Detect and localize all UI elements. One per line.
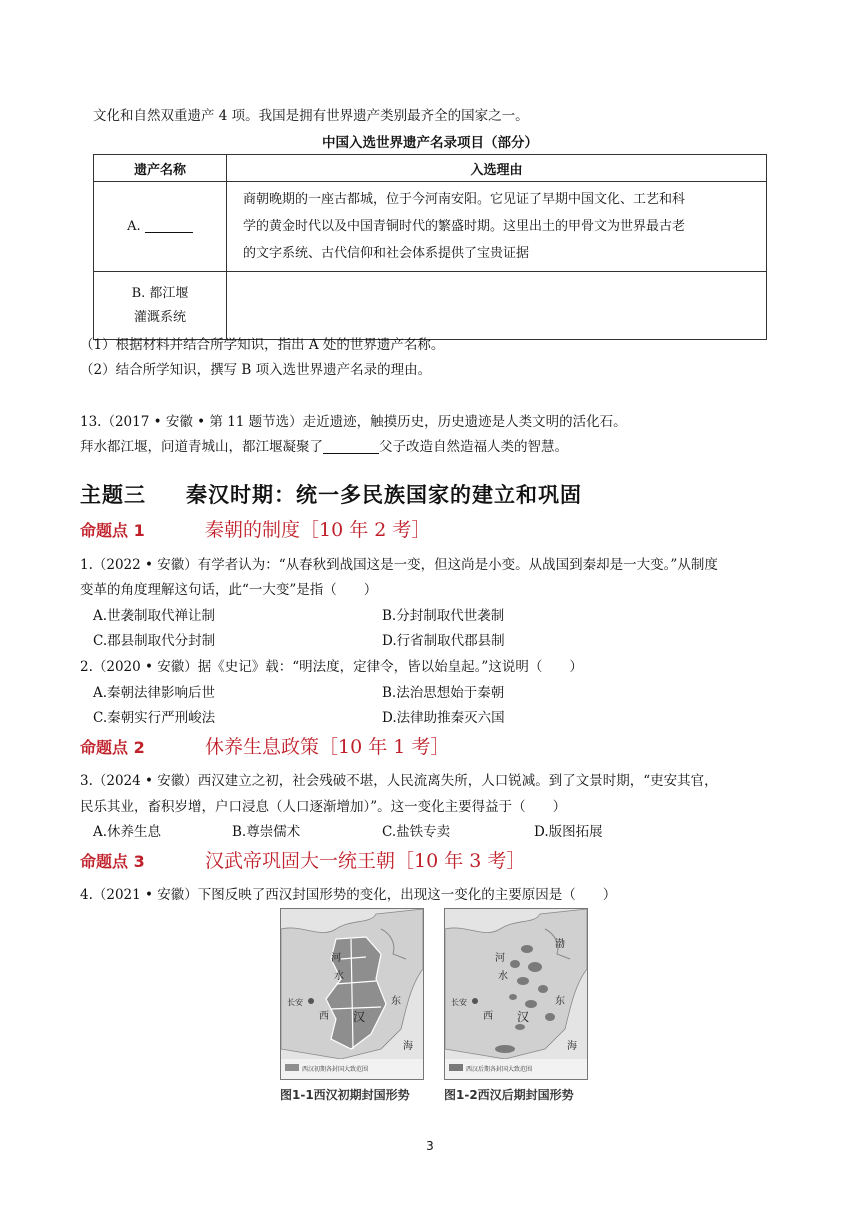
question-2-option-d: D.法律助推秦灭六国 xyxy=(382,710,505,726)
question-1-option-d: D.行省制取代郡县制 xyxy=(382,633,505,649)
page-number: 3 xyxy=(426,1139,434,1153)
table-row xyxy=(94,182,767,272)
kp3-label: 命题点 3 xyxy=(80,852,145,871)
kp3-title: 汉武帝巩固大一统王朝［10 年 3 考］ xyxy=(205,850,526,872)
kp1-label: 命题点 1 xyxy=(80,521,145,540)
map-early-western-han xyxy=(280,908,424,1080)
intro-line: 文化和自然双重遗产 4 项。我国是拥有世界遗产类别最齐全的国家之一。 xyxy=(93,108,529,124)
reason-a-line-3: 的文字系统、古代信仰和社会体系提供了宝贵证据 xyxy=(243,246,530,261)
map-right-label-bo: 渤 xyxy=(555,939,565,950)
map-right-caption: 图1-2西汉后期封国形势 xyxy=(444,1088,574,1102)
map-right-label-dong: 东 xyxy=(555,996,565,1007)
question-13-blank xyxy=(323,440,379,455)
map-right-label-changan: 长安 xyxy=(451,998,467,1007)
map-late-western-han xyxy=(444,908,588,1080)
sub-question-2: （2）结合所学知识，撰写 B 项入选世界遗产名录的理由。 xyxy=(80,362,432,378)
question-1-line-1: 1.（2022 • 安徽）有学者认为：“从春秋到战国这是一变，但这尚是小变。从战国到秦却是一大变。”从制度 xyxy=(80,557,718,573)
question-13-line-2 xyxy=(80,435,568,455)
question-4-line-1: 4.（2021 • 安徽）下图反映了西汉封国形势的变化，出现这一变化的主要原因是（ ） xyxy=(80,887,617,903)
map-right-label-hai: 海 xyxy=(567,1041,577,1052)
table-cell-name-a xyxy=(94,182,227,272)
map-right-label-he: 河 xyxy=(495,953,505,964)
knowledge-point-1 xyxy=(80,515,430,542)
question-3-option-b: B.尊崇儒术 xyxy=(232,824,301,840)
map-left-label-shui: 水 xyxy=(334,971,344,982)
reason-a-line-2: 学的黄金时代以及中国青铜时代的繁盛时期。这里出土的甲骨文为世界最古老 xyxy=(243,219,686,234)
table-cell-reason-a xyxy=(227,182,767,272)
map-left-caption: 图1-1西汉初期封国形势 xyxy=(280,1088,410,1102)
question-1-line-2: 变革的角度理解这句话，此“一大变”是指（ ） xyxy=(80,582,378,598)
map-left-label-xi: 西 xyxy=(319,1011,329,1022)
map-right-label-shui: 水 xyxy=(498,971,508,982)
theme-title: 秦汉时期：统一多民族国家的建立和巩固 xyxy=(186,483,582,507)
map-left-label-han: 汉 xyxy=(353,1010,366,1024)
question-3-line-2: 民乐其业，畜积岁增，户口浸息（人口逐渐增加）”。这一变化主要得益于（ ） xyxy=(80,799,567,815)
map-left-label-dong: 东 xyxy=(391,996,401,1007)
kp1-title: 秦朝的制度［10 年 2 考］ xyxy=(205,519,431,541)
question-2-line-1: 2.（2020 • 安徽）据《史记》载：“明法度，定律令，皆以始皇起。”这说明（ ） xyxy=(80,659,583,675)
heritage-a-label: A. xyxy=(127,219,141,234)
question-13-text-a: 拜水都江堰，问道青城山，都江堰凝聚了 xyxy=(80,439,323,455)
theme-label: 主题三 xyxy=(80,483,146,507)
map-left-legend: 西汉初期各封国大致范围 xyxy=(302,1066,369,1073)
map-right-label-han: 汉 xyxy=(517,1010,530,1024)
table-header-row xyxy=(94,155,767,182)
heritage-b-line-2: 灌溉系统 xyxy=(133,309,186,325)
question-2-option-b: B.法治思想始于秦朝 xyxy=(382,685,505,701)
question-13-line-1: 13.（2017 • 安徽 • 第 11 题节选）走近遗迹，触摸历史，历史遗迹是人类文明的活化石。 xyxy=(80,414,627,430)
map-left-label-hai: 海 xyxy=(403,1041,413,1052)
question-2-option-a: A.秦朝法律影响后世 xyxy=(93,685,216,701)
heritage-b-line-1: B. 都江堰 xyxy=(131,285,189,301)
question-1-option-c: C.郡县制取代分封制 xyxy=(93,633,216,649)
map-figures xyxy=(280,908,590,1103)
table-header-name: 遗产名称 xyxy=(94,155,227,182)
question-3-option-c: C.盐铁专卖 xyxy=(382,824,451,840)
table-cell-name-b xyxy=(94,272,227,340)
question-2-option-c: C.秦朝实行严刑峻法 xyxy=(93,710,216,726)
knowledge-point-2 xyxy=(80,732,449,759)
kp2-title: 休养生息政策［10 年 1 考］ xyxy=(205,736,450,758)
map-right-label-xi: 西 xyxy=(483,1011,493,1022)
table-header-reason: 入选理由 xyxy=(227,155,767,182)
question-13-text-b: 父子改造自然造福人类的智慧。 xyxy=(379,439,568,455)
question-1-option-a: A.世袭制取代禅让制 xyxy=(93,608,216,624)
map-left-label-changan: 长安 xyxy=(287,998,303,1007)
heritage-a-blank xyxy=(145,219,193,233)
question-1-option-b: B.分封制取代世袭制 xyxy=(382,608,505,624)
table-caption: 中国入选世界遗产名录项目（部分） xyxy=(322,135,538,151)
reason-a-line-1: 商朝晚期的一座古都城，位于今河南安阳。它见证了早期中国文化、工艺和科 xyxy=(243,192,686,207)
sub-question-1: （1）根据材料并结合所学知识，指出 A 处的世界遗产名称。 xyxy=(80,337,445,353)
kp2-label: 命题点 2 xyxy=(80,738,145,757)
knowledge-point-3 xyxy=(80,846,525,873)
heritage-table xyxy=(93,154,767,340)
question-3-line-1: 3.（2024 • 安徽）西汉建立之初，社会残破不堪，人民流离失所，人口锐减。到了文景时期，“吏安其官， xyxy=(80,773,718,789)
theme-heading xyxy=(80,479,582,509)
question-3-option-d: D.版图拓展 xyxy=(534,824,603,840)
table-cell-reason-b xyxy=(227,272,767,340)
question-3-option-a: A.休养生息 xyxy=(93,824,162,840)
map-left-label-he: 河 xyxy=(331,953,341,964)
map-right-legend: 西汉后期各封国大致范围 xyxy=(466,1066,533,1073)
table-row xyxy=(94,272,767,340)
